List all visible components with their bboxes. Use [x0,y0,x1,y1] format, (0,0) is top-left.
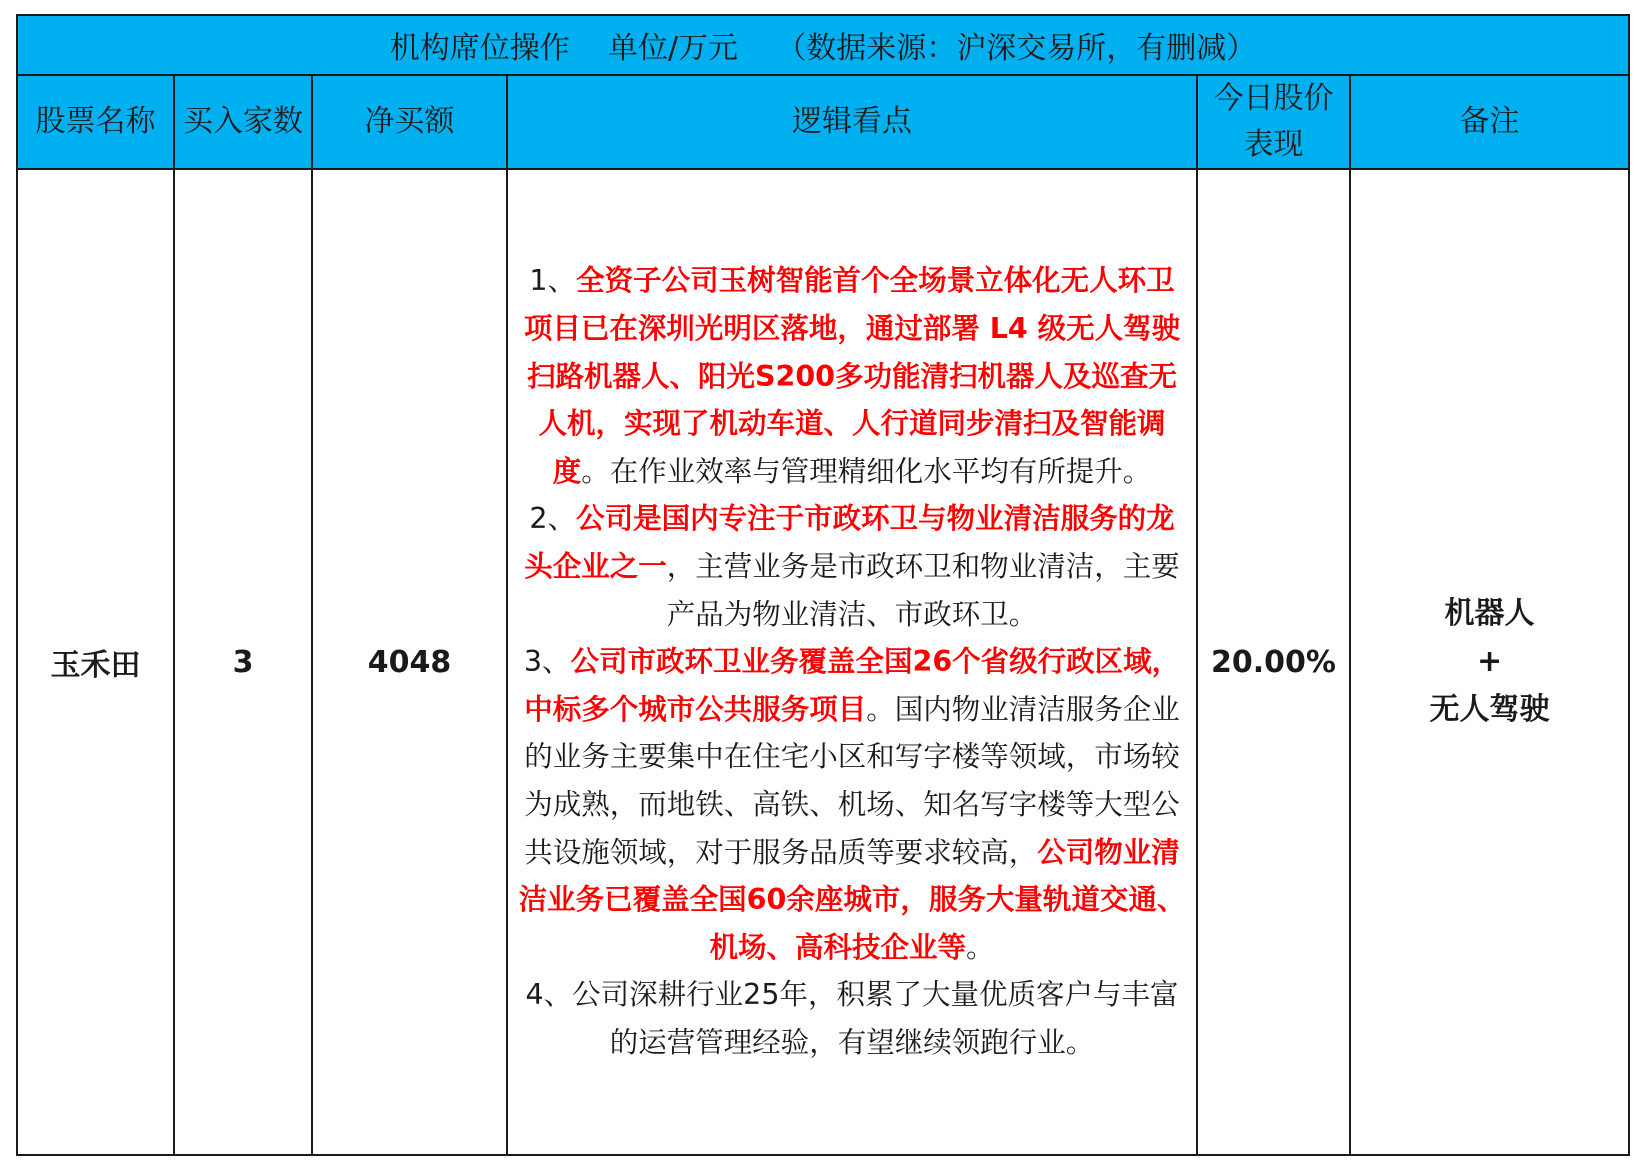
title-source: （数据来源：沪深交易所，有删减） [776,31,1257,66]
logic-point-2-text: ，主营业务是市政环卫和物业清洁，主要产品为物业清洁、市政环卫。 [666,550,1180,631]
table-row [17,169,1629,1155]
header-logic: 逻辑看点 [507,75,1197,169]
table-title [17,15,1629,75]
header-note: 备注 [1350,75,1629,169]
header-price-line1: 今日股价 [1213,81,1334,116]
institution-seat-table [16,14,1630,1156]
logic-point-2 [516,495,1188,638]
logic-point-4: 4、公司深耕行业25年，积累了大量优质客户与丰富的运营管理经验，有望继续领跑行业。 [525,978,1179,1059]
logic-point-1 [516,257,1188,495]
header-price-line2: 表现 [1243,127,1304,162]
cell-stock-name: 玉禾田 [17,169,174,1155]
cell-price-change: 20.00% [1197,169,1350,1155]
title-main: 机构席位操作 [389,31,570,66]
logic-point-3-text: 。国内物业清洁服务企业的业务主要集中在住宅小区和写字楼等领域，市场较为成熟，而地铁、高铁、机场、知名写字楼等大型公共设施领域，对于服务品质等要求较高， [524,692,1180,869]
header-buyer-count: 买入家数 [174,75,312,169]
header-price-change [1197,75,1350,169]
logic-point-1-highlight: 全资子公司玉树智能首个全场景立体化无人环卫项目已在深圳光明区落地，通过部署 L4 级无人驾驶扫路机器人、阳光S200多功能清扫机器人及巡查无人机，实现了机动车道、人行道同步清扫及智能调度 [523,264,1181,488]
cell-buyer-count: 3 [174,169,312,1155]
cell-note [1350,169,1629,1155]
logic-point-3-end: 。 [966,930,995,964]
logic-point-2-highlight: 公司是国内专注于市政环卫与物业清洁服务的龙头企业之一 [524,502,1175,584]
logic-point-1-text: 。在作业效率与管理精细化水平均有所提升。 [581,454,1152,488]
logic-point-3-highlight: 公司市政环卫业务覆盖全国26个省级行政区域，中标多个城市公共服务项目 [524,645,1181,726]
cell-net-buy: 4048 [312,169,507,1155]
note-line-2: + [1476,644,1503,679]
logic-point-3 [516,638,1188,971]
header-net-buy: 净买额 [312,75,507,169]
title-unit: 单位/万元 [607,31,739,66]
logic-point-2-number: 2、 [529,502,577,536]
logic-point-3-highlight-2: 公司物业清洁业务已覆盖全国60余座城市，服务大量轨道交通、机场、高科技企业等 [518,835,1186,964]
logic-point-3-number: 3、 [523,645,571,679]
note-line-1: 机器人 [1444,596,1535,631]
header-stock-name: 股票名称 [17,75,174,169]
note-line-3: 无人驾驶 [1429,692,1550,727]
logic-point-1-number: 1、 [529,264,577,298]
cell-logic [507,169,1197,1155]
